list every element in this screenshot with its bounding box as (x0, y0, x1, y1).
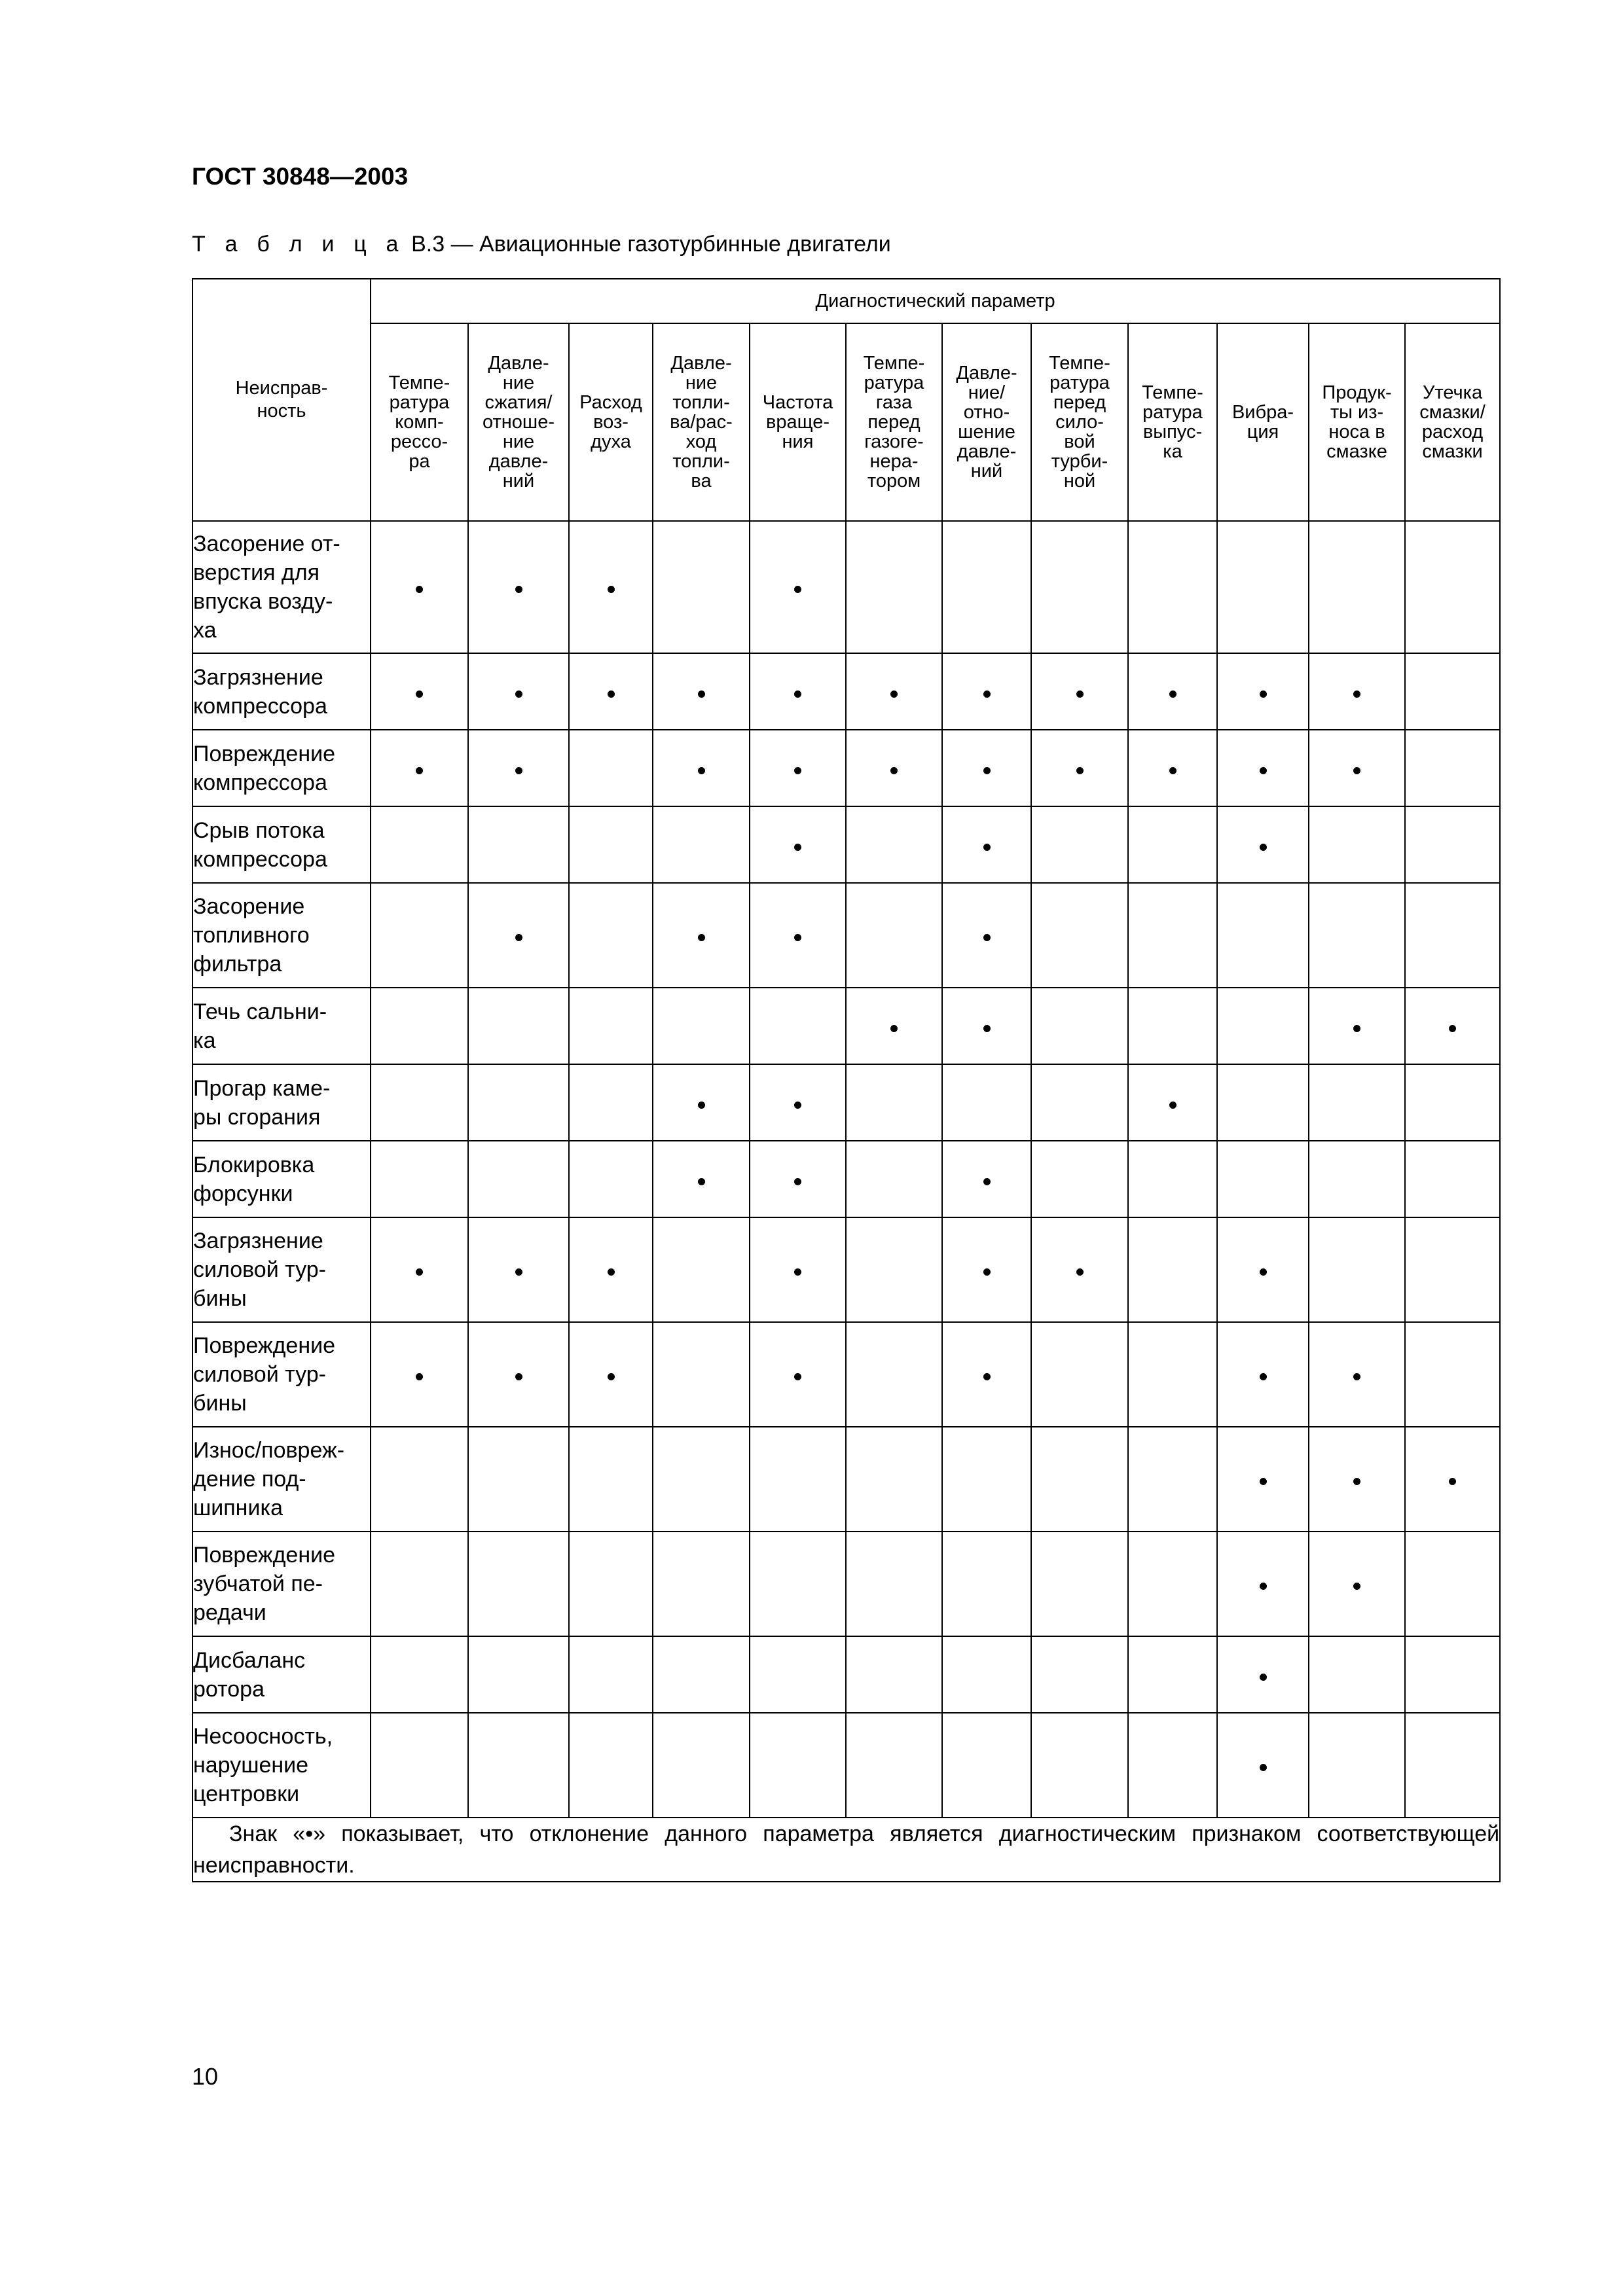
indicator-dot-icon (416, 1373, 423, 1380)
mark-cell (750, 1713, 846, 1818)
table-row (192, 653, 1500, 730)
mark-cell (846, 1064, 942, 1141)
indicator-dot-icon (890, 767, 898, 774)
mark-cell (1128, 1322, 1217, 1427)
mark-cell (1309, 730, 1405, 806)
indicator-dot-icon (1353, 1478, 1360, 1485)
mark-cell (846, 988, 942, 1064)
mark-cell (942, 1636, 1031, 1713)
table-row (192, 1064, 1500, 1141)
indicator-dot-icon (416, 691, 423, 698)
mark-cell (1217, 883, 1309, 988)
indicator-dot-icon (416, 1268, 423, 1276)
indicator-dot-icon (515, 1268, 522, 1276)
header-row-group (192, 279, 1500, 323)
indicator-dot-icon (1260, 1764, 1267, 1771)
mark-cell (942, 1427, 1031, 1532)
mark-cell (1405, 730, 1500, 806)
mark-cell (468, 730, 569, 806)
mark-cell (468, 1636, 569, 1713)
mark-cell (1031, 1713, 1128, 1818)
table-row (192, 1427, 1500, 1532)
mark-cell (1309, 1532, 1405, 1636)
mark-cell (1128, 806, 1217, 883)
mark-cell (1405, 1217, 1500, 1322)
indicator-dot-icon (698, 691, 705, 698)
mark-cell (1309, 1141, 1405, 1217)
diagnostic-parameter-group-header: Диагностический параметр (371, 279, 1500, 323)
indicator-dot-icon (608, 1373, 615, 1380)
indicator-dot-icon (983, 934, 991, 941)
mark-cell (846, 1217, 942, 1322)
table-row (192, 883, 1500, 988)
mark-cell (1217, 1636, 1309, 1713)
mark-cell (371, 988, 468, 1064)
table-row (192, 1141, 1500, 1217)
mark-cell (1128, 1427, 1217, 1532)
table-caption (192, 230, 891, 258)
mark-cell (1217, 1217, 1309, 1322)
indicator-dot-icon (1449, 1025, 1456, 1032)
mark-cell (942, 806, 1031, 883)
mark-cell (569, 883, 653, 988)
mark-cell (942, 1064, 1031, 1141)
mark-cell (653, 521, 750, 653)
indicator-dot-icon (1260, 1583, 1267, 1590)
indicator-dot-icon (1260, 767, 1267, 774)
indicator-dot-icon (698, 934, 705, 941)
indicator-dot-icon (890, 691, 898, 698)
mark-cell (1217, 1427, 1309, 1532)
indicator-dot-icon (1260, 844, 1267, 851)
indicator-dot-icon (1260, 1268, 1267, 1276)
table-caption-prefix: Т а б л и ц а (192, 232, 405, 257)
indicator-dot-icon (608, 586, 615, 593)
mark-cell (1309, 988, 1405, 1064)
indicator-dot-icon (983, 1178, 991, 1185)
mark-cell (653, 806, 750, 883)
mark-cell (750, 1217, 846, 1322)
mark-cell (1128, 521, 1217, 653)
fault-name-cell: Течь сальни- ка (192, 988, 371, 1064)
indicator-dot-icon (983, 1268, 991, 1276)
mark-cell (750, 1532, 846, 1636)
mark-cell (750, 521, 846, 653)
table-header (192, 279, 1500, 521)
mark-cell (1309, 806, 1405, 883)
indicator-dot-icon (1353, 691, 1360, 698)
mark-cell (653, 1064, 750, 1141)
indicator-dot-icon (515, 586, 522, 593)
mark-cell (1405, 1322, 1500, 1427)
fault-name-cell: Засорение от- верстия для впуска возду- ха (192, 521, 371, 653)
parameter-header: Давле- ние топли- ва/рас- ход топли- ва (653, 323, 750, 521)
note-row (192, 1818, 1500, 1882)
indicator-dot-icon (1169, 1102, 1176, 1109)
mark-cell (1217, 521, 1309, 653)
indicator-dot-icon (983, 767, 991, 774)
mark-cell (1405, 1713, 1500, 1818)
parameter-header: Темпе- ратура комп- рессо- ра (371, 323, 468, 521)
mark-cell (1309, 1322, 1405, 1427)
table-row (192, 1713, 1500, 1818)
document-code: ГОСТ 30848—2003 (192, 163, 409, 190)
mark-cell (371, 1141, 468, 1217)
indicator-dot-icon (1260, 691, 1267, 698)
indicator-dot-icon (794, 1268, 801, 1276)
mark-cell (942, 1217, 1031, 1322)
mark-cell (1217, 1713, 1309, 1818)
mark-cell (1309, 1427, 1405, 1532)
mark-cell (846, 730, 942, 806)
fault-name-cell: Загрязнение силовой тур- бины (192, 1217, 371, 1322)
indicator-dot-icon (794, 1102, 801, 1109)
parameter-header: Расход воз- духа (569, 323, 653, 521)
mark-cell (750, 1322, 846, 1427)
mark-cell (1217, 1532, 1309, 1636)
mark-cell (1405, 883, 1500, 988)
indicator-dot-icon (608, 691, 615, 698)
mark-cell (1405, 806, 1500, 883)
mark-cell (371, 806, 468, 883)
mark-cell (653, 883, 750, 988)
parameter-header: Темпе- ратура газа перед газоге- нера- тором (846, 323, 942, 521)
mark-cell (371, 653, 468, 730)
mark-cell (942, 1322, 1031, 1427)
table-row (192, 521, 1500, 653)
mark-cell (569, 1064, 653, 1141)
mark-cell (1217, 653, 1309, 730)
mark-cell (371, 730, 468, 806)
indicator-dot-icon (416, 767, 423, 774)
parameter-header: Давле- ние/ отно- шение давле- ний (942, 323, 1031, 521)
mark-cell (371, 1064, 468, 1141)
indicator-dot-icon (1260, 1373, 1267, 1380)
mark-cell (468, 1427, 569, 1532)
page-number: 10 (192, 2063, 219, 2090)
indicator-dot-icon (794, 934, 801, 941)
parameter-header: Темпе- ратура перед сило- вой турби- ной (1031, 323, 1128, 521)
mark-cell (1128, 1141, 1217, 1217)
mark-cell (942, 1141, 1031, 1217)
indicator-dot-icon (794, 1178, 801, 1185)
mark-cell (750, 730, 846, 806)
parameter-header: Темпе- ратура выпус- ка (1128, 323, 1217, 521)
fault-column-header: Неисправ- ность (192, 279, 371, 521)
mark-cell (846, 806, 942, 883)
mark-cell (569, 1217, 653, 1322)
fault-name-cell: Повреждение зубчатой пе- редачи (192, 1532, 371, 1636)
indicator-dot-icon (983, 1025, 991, 1032)
mark-cell (1031, 1322, 1128, 1427)
mark-cell (1031, 653, 1128, 730)
mark-cell (1128, 1713, 1217, 1818)
mark-cell (468, 653, 569, 730)
mark-cell (846, 1141, 942, 1217)
mark-cell (371, 1427, 468, 1532)
indicator-dot-icon (515, 934, 522, 941)
indicator-dot-icon (698, 1178, 705, 1185)
mark-cell (468, 806, 569, 883)
mark-cell (1309, 1217, 1405, 1322)
mark-cell (468, 1064, 569, 1141)
mark-cell (1128, 653, 1217, 730)
mark-cell (653, 1217, 750, 1322)
table-row (192, 988, 1500, 1064)
indicator-dot-icon (1449, 1478, 1456, 1485)
indicator-dot-icon (890, 1025, 898, 1032)
parameter-header: Частота враще- ния (750, 323, 846, 521)
mark-cell (653, 1141, 750, 1217)
indicator-dot-icon (983, 844, 991, 851)
mark-cell (846, 883, 942, 988)
mark-cell (942, 521, 1031, 653)
mark-cell (750, 653, 846, 730)
mark-cell (1309, 883, 1405, 988)
mark-cell (569, 1636, 653, 1713)
fault-name-cell: Повреждение силовой тур- бины (192, 1322, 371, 1427)
mark-cell (1217, 988, 1309, 1064)
mark-cell (1309, 1713, 1405, 1818)
mark-cell (653, 730, 750, 806)
mark-cell (1217, 1322, 1309, 1427)
mark-cell (1405, 1141, 1500, 1217)
table-footer (192, 1818, 1500, 1882)
mark-cell (942, 1532, 1031, 1636)
mark-cell (1309, 521, 1405, 653)
mark-cell (1031, 1064, 1128, 1141)
mark-cell (846, 1322, 942, 1427)
table-row (192, 1322, 1500, 1427)
mark-cell (468, 1532, 569, 1636)
parameter-header: Вибра- ция (1217, 323, 1309, 521)
fault-name-cell: Загрязнение компрессора (192, 653, 371, 730)
indicator-dot-icon (515, 691, 522, 698)
fault-name-cell: Износ/повреж- дение под- шипника (192, 1427, 371, 1532)
mark-cell (653, 1427, 750, 1532)
mark-cell (1031, 1532, 1128, 1636)
mark-cell (468, 1322, 569, 1427)
indicator-dot-icon (794, 586, 801, 593)
indicator-dot-icon (794, 691, 801, 698)
fault-name-cell: Срыв потока компрессора (192, 806, 371, 883)
mark-cell (1405, 1532, 1500, 1636)
fault-name-cell: Несоосность, нарушение центровки (192, 1713, 371, 1818)
mark-cell (1405, 1636, 1500, 1713)
mark-cell (569, 1427, 653, 1532)
mark-cell (371, 1322, 468, 1427)
table-row (192, 806, 1500, 883)
mark-cell (846, 521, 942, 653)
mark-cell (1217, 806, 1309, 883)
header-row-parameters (192, 323, 1500, 521)
indicator-dot-icon (416, 586, 423, 593)
mark-cell (1405, 1064, 1500, 1141)
mark-cell (846, 653, 942, 730)
mark-cell (371, 1532, 468, 1636)
mark-cell (1031, 521, 1128, 653)
indicator-dot-icon (794, 767, 801, 774)
mark-cell (1031, 730, 1128, 806)
mark-cell (1128, 988, 1217, 1064)
mark-cell (750, 1427, 846, 1532)
indicator-dot-icon (794, 844, 801, 851)
mark-cell (468, 521, 569, 653)
table-row (192, 730, 1500, 806)
indicator-dot-icon (698, 767, 705, 774)
indicator-dot-icon (698, 1102, 705, 1109)
mark-cell (569, 521, 653, 653)
mark-cell (1031, 806, 1128, 883)
mark-cell (468, 883, 569, 988)
indicator-dot-icon (794, 1373, 801, 1380)
indicator-dot-icon (1260, 1674, 1267, 1681)
mark-cell (371, 883, 468, 988)
mark-cell (846, 1427, 942, 1532)
mark-cell (1031, 1141, 1128, 1217)
mark-cell (468, 1141, 569, 1217)
fault-name-cell: Засорение топливного фильтра (192, 883, 371, 988)
indicator-dot-icon (1076, 767, 1084, 774)
indicator-dot-icon (608, 1268, 615, 1276)
mark-cell (1128, 1532, 1217, 1636)
indicator-dot-icon (1076, 1268, 1084, 1276)
mark-cell (1128, 883, 1217, 988)
table-body (192, 521, 1500, 1818)
mark-cell (468, 988, 569, 1064)
indicator-dot-icon (983, 691, 991, 698)
indicator-dot-icon (1076, 691, 1084, 698)
mark-cell (653, 1532, 750, 1636)
mark-cell (750, 806, 846, 883)
mark-cell (1405, 1427, 1500, 1532)
mark-cell (569, 1532, 653, 1636)
indicator-dot-icon (983, 1373, 991, 1380)
mark-cell (569, 1713, 653, 1818)
mark-cell (653, 1713, 750, 1818)
mark-cell (569, 988, 653, 1064)
fault-name-cell: Прогар каме- ры сгорания (192, 1064, 371, 1141)
mark-cell (569, 653, 653, 730)
table-row (192, 1217, 1500, 1322)
indicator-dot-icon (515, 1373, 522, 1380)
indicator-dot-icon (1169, 691, 1176, 698)
mark-cell (942, 730, 1031, 806)
fault-name-cell: Блокировка форсунки (192, 1141, 371, 1217)
table-caption-text: В.3 — Авиационные газотурбинные двигатели (411, 232, 891, 257)
mark-cell (1031, 1217, 1128, 1322)
mark-cell (1309, 1064, 1405, 1141)
mark-cell (1031, 988, 1128, 1064)
indicator-dot-icon (1353, 1583, 1360, 1590)
mark-cell (1217, 1141, 1309, 1217)
mark-cell (750, 883, 846, 988)
mark-cell (371, 1636, 468, 1713)
mark-cell (750, 988, 846, 1064)
indicator-dot-icon (1169, 767, 1176, 774)
mark-cell (1405, 988, 1500, 1064)
table-row (192, 1636, 1500, 1713)
mark-cell (569, 1322, 653, 1427)
mark-cell (653, 1636, 750, 1713)
parameter-header: Продук- ты из- носа в смазке (1309, 323, 1405, 521)
mark-cell (750, 1064, 846, 1141)
mark-cell (1217, 730, 1309, 806)
table-note: Знак «•» показывает, что отклонение данного параметра является диагностическим признаком соответствующей неисправности. (192, 1818, 1500, 1882)
mark-cell (569, 730, 653, 806)
mark-cell (846, 1532, 942, 1636)
mark-cell (653, 1322, 750, 1427)
mark-cell (1128, 1064, 1217, 1141)
mark-cell (371, 1713, 468, 1818)
mark-cell (942, 653, 1031, 730)
mark-cell (371, 1217, 468, 1322)
mark-cell (1309, 1636, 1405, 1713)
mark-cell (942, 883, 1031, 988)
mark-cell (846, 1713, 942, 1818)
mark-cell (371, 521, 468, 653)
mark-cell (750, 1636, 846, 1713)
mark-cell (1217, 1064, 1309, 1141)
mark-cell (1031, 1636, 1128, 1713)
indicator-dot-icon (1260, 1478, 1267, 1485)
mark-cell (569, 806, 653, 883)
mark-cell (1031, 1427, 1128, 1532)
mark-cell (1309, 653, 1405, 730)
mark-cell (846, 1636, 942, 1713)
parameter-header: Утечка смазки/ расход смазки (1405, 323, 1500, 521)
indicator-dot-icon (1353, 1025, 1360, 1032)
mark-cell (1031, 883, 1128, 988)
mark-cell (1128, 1636, 1217, 1713)
indicator-dot-icon (515, 767, 522, 774)
mark-cell (468, 1713, 569, 1818)
indicator-dot-icon (1353, 767, 1360, 774)
table-row (192, 1532, 1500, 1636)
mark-cell (1405, 653, 1500, 730)
mark-cell (653, 653, 750, 730)
mark-cell (942, 1713, 1031, 1818)
mark-cell (653, 988, 750, 1064)
mark-cell (569, 1141, 653, 1217)
mark-cell (468, 1217, 569, 1322)
mark-cell (942, 988, 1031, 1064)
indicator-dot-icon (1353, 1373, 1360, 1380)
diagnostic-matrix-table (192, 278, 1501, 1882)
mark-cell (1128, 1217, 1217, 1322)
fault-name-cell: Повреждение компрессора (192, 730, 371, 806)
fault-name-cell: Дисбаланс ротора (192, 1636, 371, 1713)
parameter-header: Давле- ние сжатия/ отноше- ние давле- ний (468, 323, 569, 521)
mark-cell (1405, 521, 1500, 653)
mark-cell (1128, 730, 1217, 806)
mark-cell (750, 1141, 846, 1217)
